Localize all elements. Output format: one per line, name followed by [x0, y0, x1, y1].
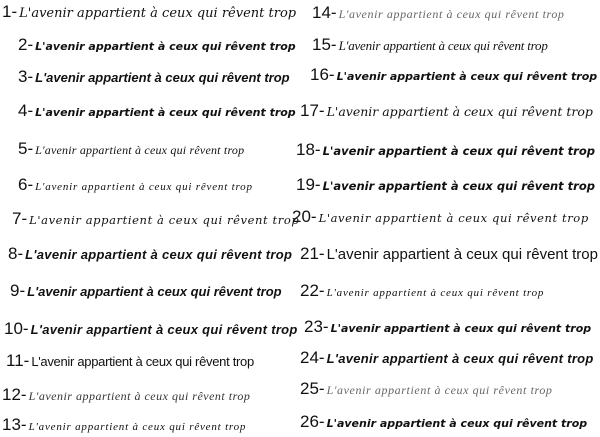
- sample-4: [18, 102, 296, 119]
- sample-number: 6-: [18, 175, 34, 194]
- sample-text: L'avenir appartient à ceux qui rêvent trop: [35, 70, 290, 85]
- sample-number: 8-: [8, 244, 24, 263]
- sample-text: L'avenir appartient à ceux qui rêvent trop: [322, 144, 595, 158]
- sample-text: L'avenir appartient à ceux qui rêvent trop: [31, 354, 254, 369]
- sample-2: [18, 36, 296, 53]
- sample-8: [8, 245, 292, 262]
- sample-text: L'avenir appartient à ceux qui rêvent trop: [27, 284, 282, 299]
- sample-text: L'avenir appartient à ceux qui rêvent trop: [28, 389, 251, 403]
- sample-15: [312, 36, 548, 53]
- sample-12: [2, 386, 250, 403]
- sample-16: [310, 66, 597, 83]
- sample-number: 1-: [2, 2, 18, 21]
- sample-number: 23-: [304, 317, 329, 336]
- sample-text: L'avenir appartient à ceux qui rêvent trop: [28, 421, 247, 433]
- sample-text: L'avenir appartient à ceux qui rêvent trop: [326, 246, 598, 263]
- sample-text: L'avenir appartient à ceux qui rêvent trop: [338, 38, 548, 53]
- sample-number: 18-: [296, 140, 321, 159]
- sample-number: 17-: [300, 101, 325, 120]
- sample-text: L'avenir appartient à ceux qui rêvent trop: [336, 70, 598, 83]
- sample-text: L'avenir appartient à ceux qui rêvent trop: [25, 247, 293, 262]
- sample-text: L'avenir appartient à ceux qui rêvent trop: [29, 213, 300, 227]
- sample-13: [2, 416, 246, 433]
- sample-number: 26-: [300, 412, 325, 431]
- sample-24: [300, 349, 594, 366]
- sample-number: 11-: [6, 351, 30, 370]
- sample-text: L'avenir appartient à ceux qui rêvent trop: [318, 211, 589, 225]
- sample-text: L'avenir appartient à ceux qui rêvent trop: [35, 181, 253, 193]
- sample-text: L'avenir appartient à ceux qui rêvent trop: [35, 40, 296, 53]
- sample-9: [10, 282, 282, 299]
- sample-text: L'avenir appartient à ceux qui rêvent trop: [326, 417, 588, 430]
- sample-number: 5-: [18, 139, 34, 158]
- sample-text: L'avenir appartient à ceux qui rêvent trop: [338, 7, 565, 21]
- sample-26: [300, 413, 587, 430]
- sample-text: L'avenir appartient à ceux qui rêvent trop: [35, 106, 296, 119]
- sample-21: [300, 245, 598, 262]
- sample-text: L'avenir appartient à ceux qui rêvent trop: [322, 179, 595, 193]
- sample-text: L'avenir appartient à ceux qui rêvent trop: [326, 104, 593, 119]
- sample-number: 15-: [312, 35, 337, 54]
- sample-number: 2-: [18, 35, 34, 54]
- sample-number: 25-: [300, 379, 325, 398]
- sample-7: [12, 210, 299, 227]
- sample-20: [292, 208, 589, 225]
- sample-text: L'avenir appartient à ceux qui rêvent trop: [35, 143, 245, 157]
- sample-number: 19-: [296, 175, 321, 194]
- sample-19: [296, 176, 595, 193]
- sample-number: 20-: [292, 207, 317, 226]
- sample-text: L'avenir appartient à ceux qui rêvent trop: [30, 322, 298, 337]
- sample-number: 13-: [2, 415, 27, 434]
- sample-number: 12-: [2, 385, 27, 404]
- sample-25: [300, 380, 553, 397]
- sample-5: [18, 140, 244, 157]
- sample-3: [18, 68, 290, 85]
- right-column: [292, 0, 600, 437]
- sample-number: 21-: [300, 244, 325, 263]
- sample-18: [296, 141, 595, 158]
- sample-1: [2, 3, 296, 20]
- sample-number: 7-: [12, 209, 28, 228]
- sample-text: L'avenir appartient à ceux qui rêvent trop: [330, 322, 592, 335]
- sample-text: L'avenir appartient à ceux qui rêvent trop: [326, 383, 553, 397]
- sample-number: 14-: [312, 3, 337, 22]
- sample-6: [18, 176, 253, 193]
- sample-number: 9-: [10, 281, 26, 300]
- sample-11: [6, 352, 254, 369]
- sample-14: [312, 4, 565, 21]
- sample-number: 16-: [310, 65, 335, 84]
- sample-17: [300, 102, 593, 119]
- sample-text: L'avenir appartient à ceux qui rêvent trop: [326, 351, 594, 366]
- sample-number: 3-: [18, 67, 34, 86]
- sample-22: [300, 282, 544, 299]
- sample-23: [304, 318, 591, 335]
- sample-number: 22-: [300, 281, 325, 300]
- sample-10: [4, 320, 298, 337]
- sample-number: 24-: [300, 348, 325, 367]
- sample-text: L'avenir appartient à ceux qui rêvent trop: [326, 287, 545, 299]
- sample-number: 10-: [4, 319, 29, 338]
- sample-text: L'avenir appartient à ceux qui rêvent trop: [19, 6, 297, 21]
- sample-number: 4-: [18, 101, 34, 120]
